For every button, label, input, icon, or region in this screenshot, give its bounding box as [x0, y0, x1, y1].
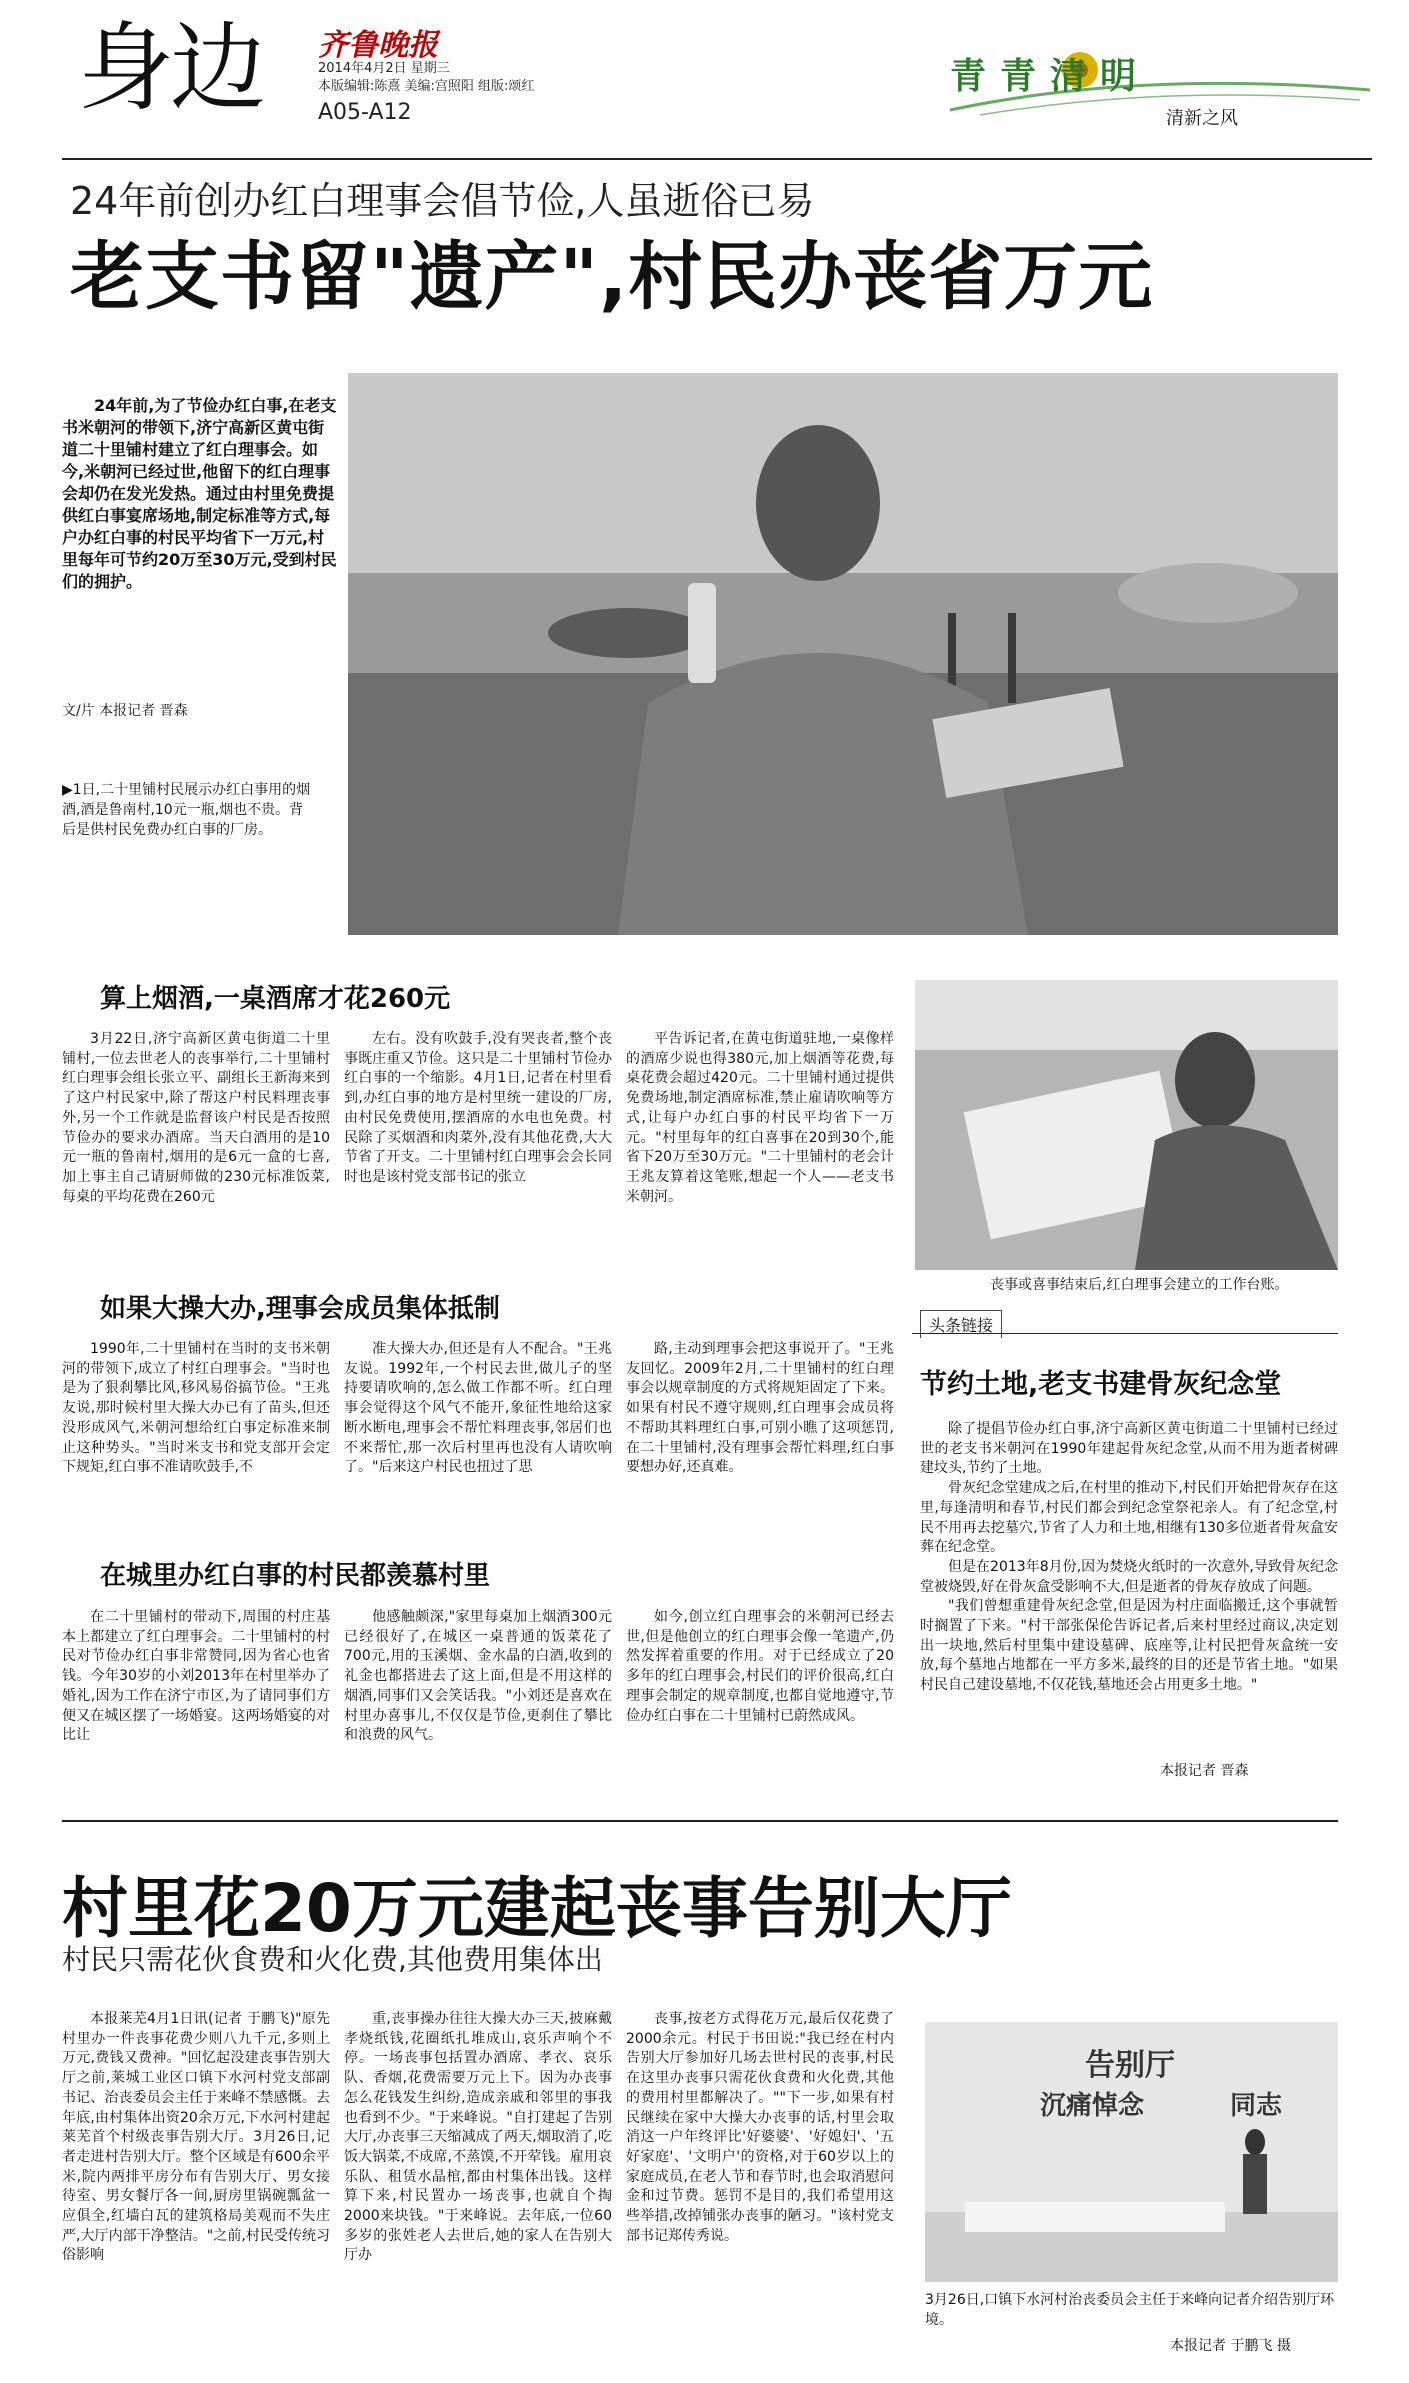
story2-headline: 村里花20万元建起丧事告别大厅	[62, 1870, 1012, 1947]
main-photo	[348, 373, 1338, 935]
sidebar-para-4: "我们曾想重建骨灰纪念堂,但是因为村庄面临搬迁,这个事就暂时搁置了下来。"村干部张保伦告诉记者,后来村里经过商议,决定划出一块地,然后村里集中建设墓碑、底座等,让村民把骨灰盒统一安放,每个墓地占地都在一平方多米,最终的目的还是节省土地。"如果村民自己建设墓地,不仅花钱,墓地还会占用更多土地。"	[920, 1598, 1338, 1694]
sec3-title: 在城里办红白事的村民都羡慕村里	[100, 1561, 491, 1591]
sec1-col-2: 左右。没有吹鼓手,没有哭丧者,整个丧事既庄重又节俭。这只是二十里铺村节俭办红白事的一个缩影。4月1日,记者在村里看到,办红白事的地方是村里统一建设的厂房,由村民免费使用,摆酒席的水电也免费。村民除了买烟酒和肉菜外,没有其他花费,大大节省了开支。二十里铺村红白理事会会长同时也是该村党支部书记的张立	[344, 1031, 612, 1185]
photo2-caption: 丧事或喜事结束后,红白理事会建立的工作台账。	[990, 1277, 1289, 1293]
hall-sign: 告别厅	[1085, 2048, 1175, 2083]
story-divider	[62, 1820, 1338, 1822]
hall-banner-left: 沉痛悼念	[1040, 2091, 1145, 2121]
sec2-col-2: 准大操大办,但还是有人不配合。"王兆友说。1992年,一个村民去世,做儿子的坚持要请吹响的,怎么做工作都不听。红白理事会觉得这个风气不能开,象征性地给这家断水断电,理事会不帮忙料理丧事,邻居们也不来帮忙,那一次后村里再也没有人请吹响了。"后来这户村民也扭过了思	[344, 1341, 612, 1476]
section-title: 身边	[78, 12, 262, 124]
story2-col-2: 重,丧事操办往往大操大办三天,披麻戴孝烧纸钱,花圈纸扎堆成山,哀乐声响个不停。一场丧事包括置办酒席、孝衣、哀乐队、香烟,花费需要万元上下。因为办丧事怎么花钱发生纠纷,造成亲戚和邻里的事我也看到不少。"于来峰说。"自打建起了告别大厅,办丧事三天缩减成了两天,烟取消了,吃饭大锅菜,不成席,不蒸馍,不开荤钱。雇用哀乐队、租赁水晶棺,都由村集体出钱。这样算下来,村民置办一场丧事,也就自个掏2000来块钱。"于来峰说。去年底,一位60多岁的张姓老人去世后,她的家人在告别大厅办	[344, 2011, 612, 2264]
sidebar-byline: 本报记者 晋森	[1160, 1763, 1249, 1779]
newspaper-name: 齐鲁晚报	[318, 28, 438, 63]
photo1-caption: ▶1日,二十里铺村民展示办红白事用的烟酒,酒是鲁南村,10元一瓶,烟也不贵。背后是供村民免费办红白事的厂房。	[62, 782, 311, 838]
ledger-photo-icon	[915, 980, 1338, 1270]
story1-deck: 24年前创办红白理事会倡节俭,人虽逝俗已易	[70, 179, 815, 223]
sec1-col-1: 3月22日,济宁高新区黄屯街道二十里铺村,一位去世老人的丧事举行,二十里铺村红白理事会组长张立平、副组长王新海来到了这户村民家中,除了帮这户村民料理丧事外,另一个工作就是监督该户村民是否按照节俭办的要求办酒席。当天白酒用的是10元一瓶的鲁南村,烟用的是6元一盒的七喜,加上事主自己请厨师做的230元标准饭菜,每桌的平均花费在260元	[62, 1031, 330, 1205]
story2-col-3: 丧事,按老方式得花万元,最后仅花费了2000余元。村民于书田说:"我已经在村内告别大厅参加好几场去世村民的丧事,村民在这里办丧事只需花伙食费和火化费,其他的费用村里都解决了。""下一步,如果有村民继续在家中大操大办丧事的话,村里会取消这一户年终评比'好婆婆'、'好媳妇'、'五好家庭'、'文明户'的资格,对于60岁以上的家庭成员,在老人节和春节时,也会取消慰问金和过节费。惩罚不是目的,我们希望用这些举措,改掉铺张办丧事的陋习。"该村党支部书记郑传秀说。	[626, 2011, 894, 2244]
story2-deck: 村民只需花伙食费和火化费,其他费用集体出	[62, 1943, 603, 1976]
hall-photo-byline: 本报记者 于鹏飞 摄	[1170, 2338, 1291, 2354]
sec3-col-3: 如今,创立红白理事会的米朝河已经去世,但是他创立的红白理事会像一笔遗产,仍然发挥着重要的作用。对于已经成立了20多年的红白理事会,村民们的评价很高,红白理事会制定的规章制度,也都自觉地遵守,节俭办红白事在二十里铺村已蔚然成风。	[626, 1609, 894, 1724]
story1-byline: 文/片 本报记者 晋森	[62, 703, 188, 719]
masthead-rule	[62, 158, 1372, 160]
story2-col-1: 本报莱芜4月1日讯(记者 于鹏飞)"原先村里办一件丧事花费少则八九千元,多则上万元,费钱又费神。"回忆起没建丧事告别大厅之前,莱城工业区口镇下水河村党支部副书记、治丧委员会主任于来峰不禁感慨。去年底,由村集体出资20余万元,下水河村建起莱芜首个村级丧事告别大厅。3月26日,记者走进村告别大厅。整个区域是有600余平米,院内两排平房分布有告别大厅、男女接待室、男女餐厅各一间,厨房里锅碗瓢盆一应俱全,红墙白瓦的建筑格局美观而不失庄严,大厅内部干净整洁。"之前,村民受传统习俗影响	[62, 2011, 330, 2264]
issue-meta	[318, 60, 534, 96]
issue-date: 2014年4月2日 星期三	[318, 61, 450, 76]
hall-banner-right: 同志	[1230, 2091, 1283, 2121]
logo-subtitle: 清新之风	[1166, 108, 1238, 129]
sidebar-title: 节约土地,老支书建骨灰纪念堂	[920, 1369, 1282, 1400]
sec1-title: 算上烟酒,一桌酒席才花260元	[100, 984, 451, 1014]
page-range: A05-A12	[318, 100, 412, 125]
sidebar-label: 头条链接	[920, 1310, 1002, 1338]
editor-credits: 本版编辑:陈熹 美编:宫照阳 组版:颂红	[318, 79, 535, 94]
villager-photo-icon	[348, 373, 1338, 935]
sec2-col-1: 1990年,二十里铺村在当时的支书米朝河的带领下,成立了村红白理事会。"当时也是为了狠刹攀比风,移风易俗搞节俭。"王兆友说,那时候村里大操大办已有了苗头,但还没形成风气,米朝河想给红白事定标准来制止这种势头。"当时米支书和党支部开会定下规矩,红白事不准请吹鼓手,不	[62, 1341, 330, 1476]
sec2-title: 如果大操大办,理事会成员集体抵制	[100, 1294, 500, 1324]
sidebar-para-1: 除了提倡节俭办红白事,济宁高新区黄屯街道二十里铺村已经过世的老支书米朝河在1990年建起骨灰纪念堂,从而不用为逝者树碑建坟头,节约了土地。	[920, 1421, 1338, 1477]
sidebar-para-2: 骨灰纪念堂建成之后,在村里的推动下,村民们开始把骨灰存在这里,每逢清明和春节,村民们都会到纪念堂祭祀亲人。有了纪念堂,村民不用再去挖墓穴,节省了人力和土地,相继有130多位逝者骨灰盒安葬在纪念堂。	[920, 1480, 1338, 1556]
sidebar-body	[920, 1420, 1338, 1760]
story1-headline: 老支书留"遗产",村民办丧省万元	[70, 234, 1154, 320]
sec3-col-2: 他感触颇深,"家里每桌加上烟酒300元已经很好了,在城区一桌普通的饭菜花了700元,用的玉溪烟、金水晶的白酒,收到的礼金也都搭进去了这上面,但是不用这样的烟酒,同事们又会笑话我。"小刘还是喜欢在村里办喜事儿,不仅仅是节俭,更刹住了攀比和浪费的风气。	[344, 1609, 612, 1744]
hall-photo-caption: 3月26日,口镇下水河村治丧委员会主任于来峰向记者介绍告别厅环境。	[925, 2292, 1335, 2328]
ledger-photo	[915, 980, 1338, 1270]
logo-title: 青青清明	[950, 55, 1151, 97]
sidebar-para-3: 但是在2013年8月份,因为焚烧火纸时的一次意外,导致骨灰纪念堂被烧毁,好在骨灰盒受影响不大,但是逝者的骨灰存放成了问题。	[920, 1558, 1338, 1595]
sec1-col-3: 平告诉记者,在黄屯街道驻地,一桌像样的酒席少说也得380元,加上烟酒等花费,每桌花费会超过420元。二十里铺村通过提供免费场地,制定酒席标准,禁止雇请吹响等方式,让每户办红白事的村民平均省下一万元。"村里每年的红白喜事在20到30个,能省下20万至30万元。"二十里铺村的老会计王兆友算着这笔账,想起一个人——老支书米朝河。	[626, 1031, 894, 1205]
sec3-col-1: 在二十里铺村的带动下,周围的村庄基本上都建立了红白理事会。二十里铺村的村民对节俭办红白事非常赞同,因为省心也省钱。今年30岁的小刘2013年在村里举办了婚礼,因为工作在济宁市区,为了请同事们方便又在城区摆了一场婚宴。这两场婚宴的对比让	[62, 1609, 330, 1744]
story1-lead: 24年前,为了节俭办红白事,在老支书米朝河的带领下,济宁高新区黄屯街道二十里铺村建立了红白理事会。如今,米朝河已经过世,他留下的红白理事会却仍在发光发热。通过由村里免费提供红白事宴席场地,制定标准等方式,每户办红白事的村民平均省下一万元,村里每年可节约20万至30万元,受到村民们的拥护。	[62, 396, 337, 591]
sec2-col-3: 路,主动到理事会把这事说开了。"王兆友回忆。2009年2月,二十里铺村的红白理事会以规章制度的方式将规矩固定了下来。如果有村民不遵守规则,红白理事会成员将不帮助其料理红白事,可别小瞧了这项惩罚,在二十里铺村,没有理事会帮忙料理,红白事要想办好,还真难。	[626, 1341, 894, 1476]
